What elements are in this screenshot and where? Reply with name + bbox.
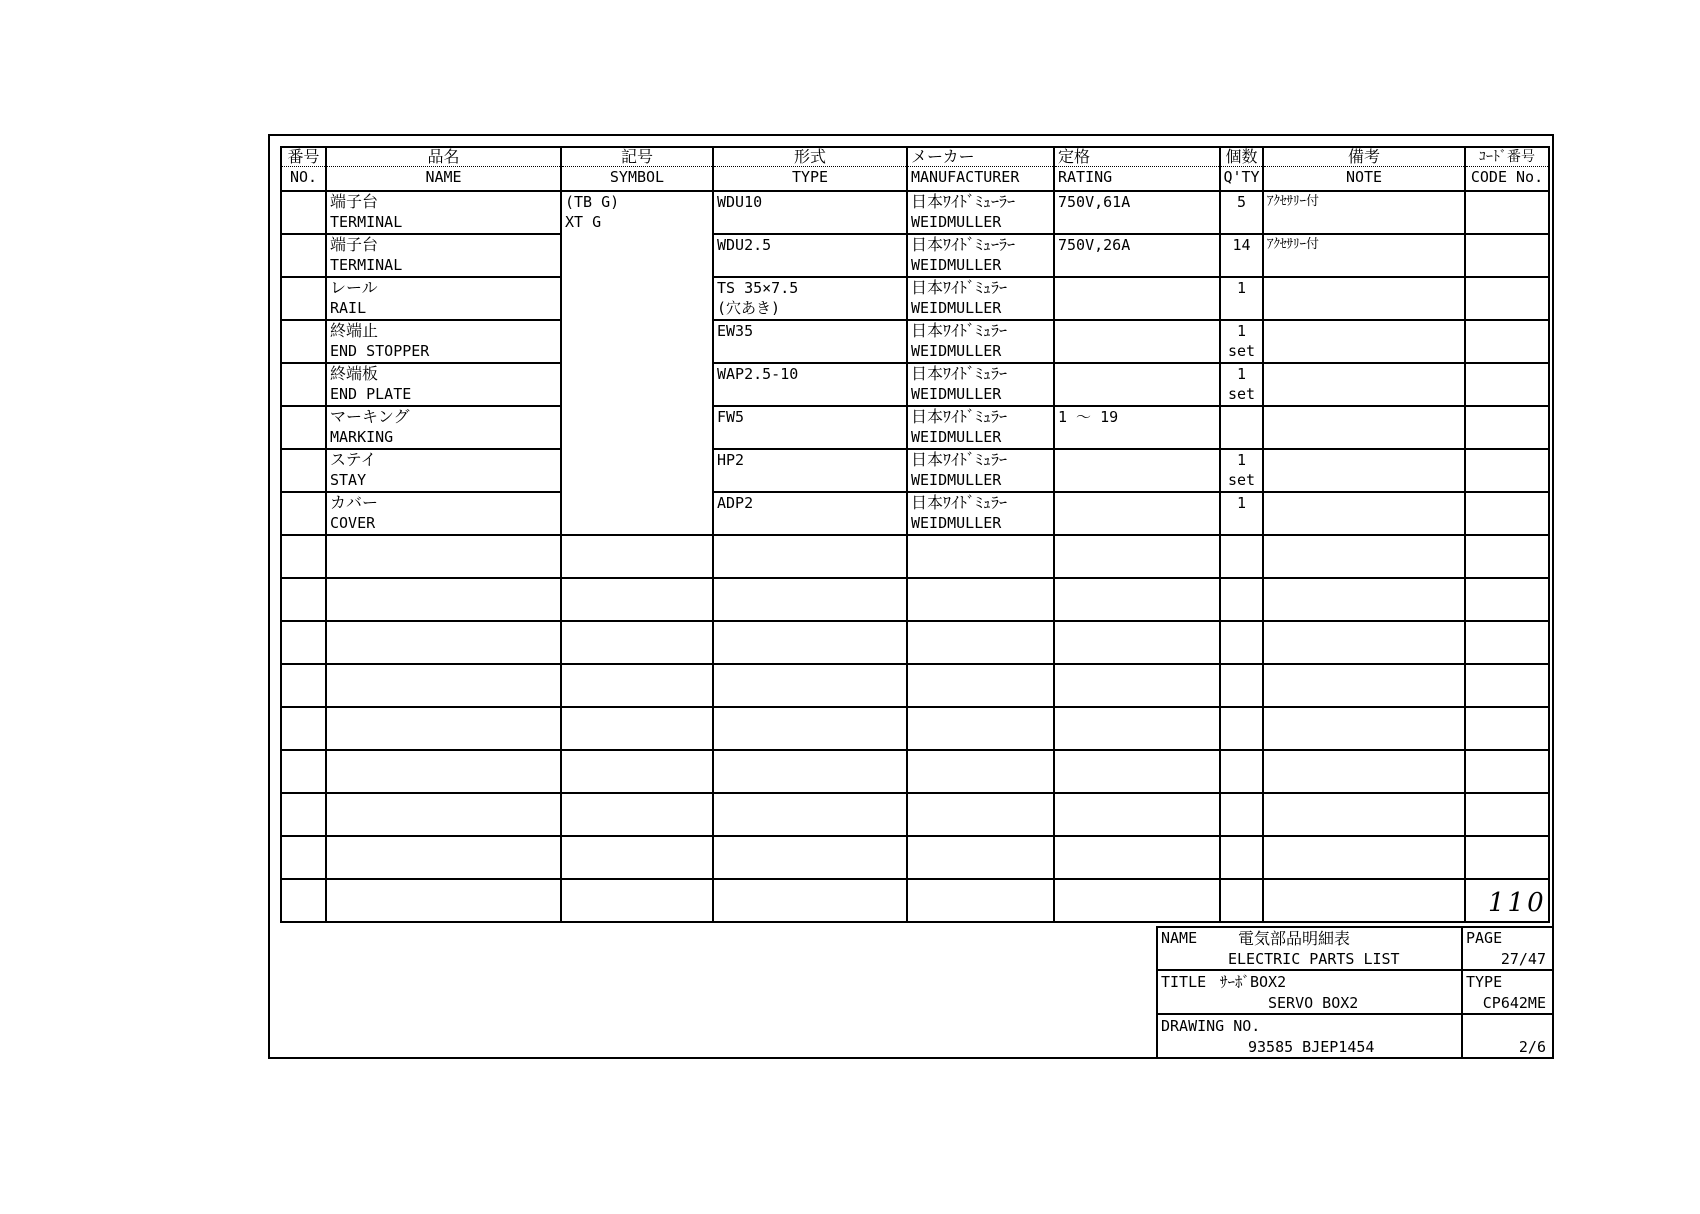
manufacturer-cell: 日本ﾜｲﾄﾞﾐｭｰﾗｰ WEIDMULLER <box>907 234 1054 277</box>
name-cell: 終端板 END PLATE <box>326 363 561 406</box>
name-ja: 電気部品明細表 <box>1238 929 1351 948</box>
empty-cell <box>713 664 907 707</box>
qty-cell: 1 set <box>1220 449 1263 492</box>
no-cell <box>281 406 326 449</box>
empty-cell <box>1220 664 1263 707</box>
empty-cell <box>561 836 713 879</box>
empty-cell <box>281 664 326 707</box>
empty-cell <box>1054 836 1220 879</box>
table-row <box>281 492 1549 535</box>
title-block-type <box>1461 969 1554 1013</box>
name-cell: カバー COVER <box>326 492 561 535</box>
code-cell <box>1465 277 1549 320</box>
manufacturer-cell: 日本ﾜｲﾄﾞﾐｭｰﾗｰ WEIDMULLER <box>907 191 1054 234</box>
empty-cell <box>713 793 907 836</box>
empty-cell <box>713 836 907 879</box>
empty-cell <box>1054 621 1220 664</box>
table-row <box>281 363 1549 406</box>
empty-cell <box>1054 578 1220 621</box>
empty-cell <box>326 750 561 793</box>
title-ja: ｻｰﾎﾞBOX2 <box>1220 973 1287 991</box>
empty-cell <box>713 879 907 922</box>
empty-cell <box>1465 664 1549 707</box>
empty-cell <box>1465 836 1549 879</box>
title-block-title <box>1156 969 1461 1013</box>
parts-table-body <box>281 191 1549 922</box>
empty-cell <box>1263 836 1465 879</box>
empty-cell <box>907 578 1054 621</box>
note-cell <box>1263 406 1465 449</box>
rating-cell: 1 ～ 19 <box>1054 406 1220 449</box>
empty-cell <box>281 535 326 578</box>
table-row <box>281 449 1549 492</box>
empty-cell <box>907 707 1054 750</box>
header-qty: 個数 Q'TY <box>1220 147 1263 191</box>
title-block-sheet <box>1461 1013 1554 1059</box>
type-cell: EW35 <box>713 320 907 363</box>
empty-cell <box>1263 535 1465 578</box>
empty-cell <box>907 750 1054 793</box>
header-manufacturer: メーカー MANUFACTURER <box>907 147 1054 191</box>
note-cell: ｱｸｾｻﾘｰ付 <box>1263 191 1465 234</box>
manufacturer-cell: 日本ﾜｲﾄﾞﾐｭﾗｰ WEIDMULLER <box>907 277 1054 320</box>
empty-cell <box>326 664 561 707</box>
type-cell: WDU10 <box>713 191 907 234</box>
drawing-value: 93585 BJEP1454 <box>1248 1038 1375 1056</box>
table-header-row <box>281 147 1549 191</box>
empty-cell <box>1465 707 1549 750</box>
empty-cell <box>713 535 907 578</box>
type-cell: HP2 <box>713 449 907 492</box>
empty-cell <box>1054 664 1220 707</box>
empty-cell <box>1263 879 1465 922</box>
empty-cell <box>1054 750 1220 793</box>
title-block-name <box>1156 926 1461 969</box>
rating-cell <box>1054 320 1220 363</box>
empty-cell <box>1263 750 1465 793</box>
empty-cell <box>1465 793 1549 836</box>
empty-cell <box>326 621 561 664</box>
empty-cell <box>1465 621 1549 664</box>
manufacturer-cell: 日本ﾜｲﾄﾞﾐｭﾗｰ WEIDMULLER <box>907 363 1054 406</box>
note-cell <box>1263 277 1465 320</box>
empty-cell <box>713 621 907 664</box>
parts-table <box>280 146 1550 923</box>
type-cell: WAP2.5-10 <box>713 363 907 406</box>
empty-cell <box>1263 707 1465 750</box>
empty-cell <box>561 535 713 578</box>
header-note: 備考 NOTE <box>1263 147 1465 191</box>
code-cell <box>1465 492 1549 535</box>
empty-row <box>281 621 1549 664</box>
empty-cell <box>281 836 326 879</box>
header-no: 番号 NO. <box>281 147 326 191</box>
handwritten-mark: 110 <box>1488 888 1547 918</box>
no-cell <box>281 191 326 234</box>
empty-cell <box>713 750 907 793</box>
rating-cell <box>1054 277 1220 320</box>
empty-cell <box>326 578 561 621</box>
manufacturer-cell: 日本ﾜｲﾄﾞﾐｭﾗｰ WEIDMULLER <box>907 449 1054 492</box>
manufacturer-cell: 日本ﾜｲﾄﾞﾐｭﾗｰ WEIDMULLER <box>907 320 1054 363</box>
note-cell <box>1263 363 1465 406</box>
table-row <box>281 234 1549 277</box>
qty-cell: 1 <box>1220 492 1263 535</box>
empty-cell <box>561 578 713 621</box>
empty-cell <box>1263 578 1465 621</box>
empty-cell <box>1054 707 1220 750</box>
empty-cell <box>1263 793 1465 836</box>
no-cell <box>281 449 326 492</box>
empty-row <box>281 535 1549 578</box>
code-cell <box>1465 363 1549 406</box>
header-type: 形式 TYPE <box>713 147 907 191</box>
empty-cell <box>281 621 326 664</box>
name-cell: レール RAIL <box>326 277 561 320</box>
name-cell: 終端止 END STOPPER <box>326 320 561 363</box>
note-cell <box>1263 320 1465 363</box>
no-cell <box>281 277 326 320</box>
empty-row <box>281 707 1549 750</box>
empty-cell <box>1465 750 1549 793</box>
empty-cell <box>907 836 1054 879</box>
empty-cell <box>326 836 561 879</box>
empty-cell <box>907 793 1054 836</box>
empty-cell <box>561 621 713 664</box>
empty-row <box>281 750 1549 793</box>
qty-cell: 14 <box>1220 234 1263 277</box>
header-name: 品名 NAME <box>326 147 561 191</box>
qty-cell <box>1220 406 1263 449</box>
empty-cell <box>281 750 326 793</box>
empty-cell <box>1465 535 1549 578</box>
title-block-page <box>1461 926 1554 969</box>
name-cell: 端子台 TERMINAL <box>326 191 561 234</box>
code-cell <box>1465 449 1549 492</box>
empty-cell <box>1220 750 1263 793</box>
name-cell: 端子台 TERMINAL <box>326 234 561 277</box>
empty-cell <box>561 879 713 922</box>
no-cell <box>281 320 326 363</box>
rating-cell: 750V,61A <box>1054 191 1220 234</box>
qty-cell: 1 set <box>1220 363 1263 406</box>
code-cell <box>1465 234 1549 277</box>
no-cell <box>281 234 326 277</box>
empty-cell <box>1220 836 1263 879</box>
empty-row <box>281 793 1549 836</box>
empty-cell <box>907 664 1054 707</box>
empty-row <box>281 836 1549 879</box>
empty-row <box>281 664 1549 707</box>
empty-cell <box>713 707 907 750</box>
table-row <box>281 406 1549 449</box>
empty-cell <box>713 578 907 621</box>
note-cell: ｱｸｾｻﾘｰ付 <box>1263 234 1465 277</box>
empty-cell <box>561 793 713 836</box>
note-cell <box>1263 492 1465 535</box>
page-value: 27/47 <box>1500 950 1546 968</box>
empty-cell <box>1220 793 1263 836</box>
empty-cell <box>326 879 561 922</box>
symbol-cell: (TB G) XT G <box>561 191 713 535</box>
name-cell: ステイ STAY <box>326 449 561 492</box>
title-block-drawing <box>1156 1013 1461 1059</box>
manufacturer-cell: 日本ﾜｲﾄﾞﾐｭﾗｰ WEIDMULLER <box>907 492 1054 535</box>
empty-cell <box>907 535 1054 578</box>
empty-cell <box>281 793 326 836</box>
empty-cell <box>561 664 713 707</box>
empty-cell <box>1054 535 1220 578</box>
type-label: TYPE <box>1466 973 1503 991</box>
header-symbol: 記号 SYMBOL <box>561 147 713 191</box>
parts-list-sheet <box>268 134 1554 1059</box>
no-cell <box>281 363 326 406</box>
empty-cell <box>1220 879 1263 922</box>
empty-cell <box>1220 578 1263 621</box>
type-cell: WDU2.5 <box>713 234 907 277</box>
qty-cell: 5 <box>1220 191 1263 234</box>
empty-cell <box>1054 793 1220 836</box>
empty-cell <box>281 578 326 621</box>
empty-row <box>281 879 1549 922</box>
qty-cell: 1 <box>1220 277 1263 320</box>
table-row <box>281 320 1549 363</box>
sheet-value: 2/6 <box>1518 1038 1546 1056</box>
name-en: ELECTRIC PARTS LIST <box>1228 950 1400 968</box>
table-row <box>281 191 1549 234</box>
rating-cell <box>1054 449 1220 492</box>
empty-cell <box>1465 578 1549 621</box>
header-rating: 定格 RATING <box>1054 147 1220 191</box>
rating-cell <box>1054 363 1220 406</box>
empty-cell <box>561 750 713 793</box>
name-label: NAME <box>1161 929 1198 947</box>
type-cell: FW5 <box>713 406 907 449</box>
empty-cell <box>1220 535 1263 578</box>
empty-cell <box>907 621 1054 664</box>
name-cell: マーキング MARKING <box>326 406 561 449</box>
note-cell <box>1263 449 1465 492</box>
title-label: TITLE <box>1161 973 1207 991</box>
empty-cell <box>1220 621 1263 664</box>
code-cell <box>1465 191 1549 234</box>
no-cell <box>281 492 326 535</box>
empty-cell <box>1263 664 1465 707</box>
empty-cell <box>326 793 561 836</box>
drawing-label: DRAWING NO. <box>1161 1017 1261 1035</box>
rating-cell: 750V,26A <box>1054 234 1220 277</box>
qty-cell: 1 set <box>1220 320 1263 363</box>
type-cell: TS 35×7.5 (穴あき) <box>713 277 907 320</box>
empty-cell <box>907 879 1054 922</box>
empty-cell <box>281 879 326 922</box>
manufacturer-cell: 日本ﾜｲﾄﾞﾐｭﾗｰ WEIDMULLER <box>907 406 1054 449</box>
empty-cell <box>1054 879 1220 922</box>
empty-cell <box>326 535 561 578</box>
rating-cell <box>1054 492 1220 535</box>
empty-row <box>281 578 1549 621</box>
header-code: ｺｰﾄﾞ番号 CODE No. <box>1465 147 1549 191</box>
code-cell <box>1465 406 1549 449</box>
page-label: PAGE <box>1466 929 1503 947</box>
title-en: SERVO BOX2 <box>1268 994 1359 1012</box>
empty-cell <box>1263 621 1465 664</box>
table-row <box>281 277 1549 320</box>
empty-cell <box>561 707 713 750</box>
type-cell: ADP2 <box>713 492 907 535</box>
type-value: CP642ME <box>1482 994 1546 1012</box>
empty-cell <box>326 707 561 750</box>
code-cell <box>1465 320 1549 363</box>
empty-cell <box>1220 707 1263 750</box>
empty-cell <box>281 707 326 750</box>
